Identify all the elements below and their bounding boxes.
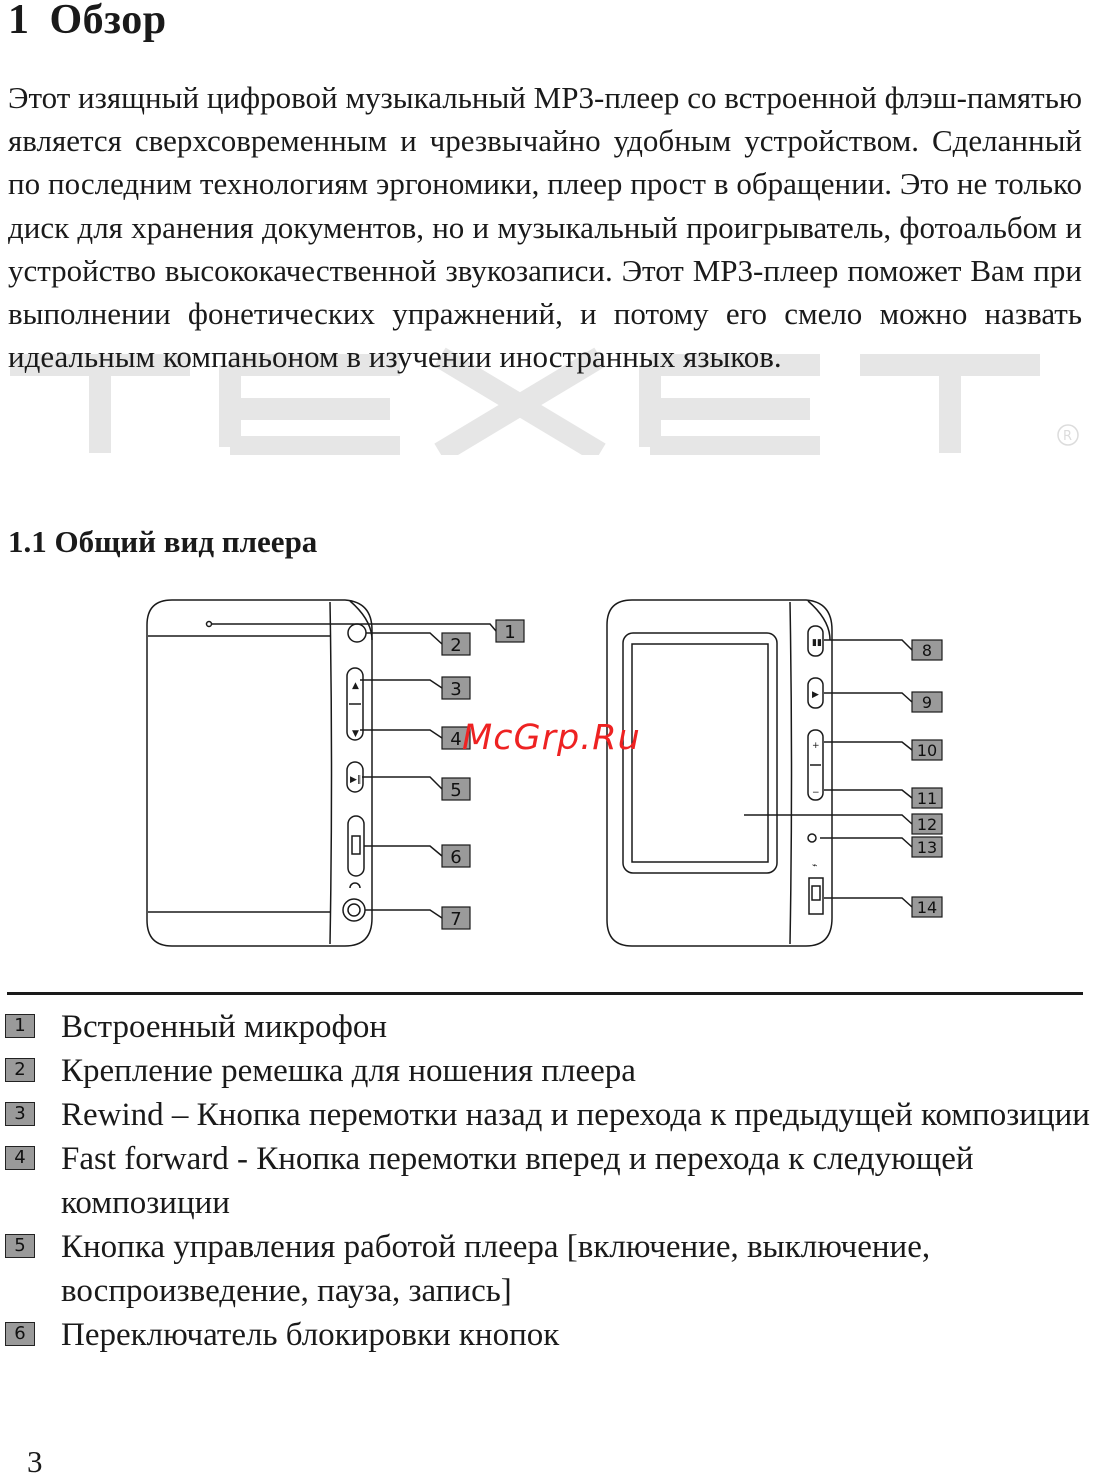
- section-title: Обзор: [49, 0, 167, 43]
- diagram-label: 14: [916, 898, 938, 917]
- legend-number-badge: 1: [5, 1014, 35, 1038]
- divider: [7, 992, 1083, 995]
- diagram-label: 10: [916, 741, 938, 760]
- diagram-label: 7: [450, 909, 462, 930]
- legend-text: Встроенный микрофон: [61, 1009, 388, 1045]
- intro-paragraph: Этот изящный цифровой музыкальный MP3-плеер со встроенной флэш-памятью является сверхсовременным и чрезвычайно удобным устройством. Сделанный по последним технологиям эргономики, плеер прост в обращении. Это не только диск для хранения документов, но и музыкальный проигрыватель, фотоальбом и устройство высококачественной звукозаписи. Этот MP3-плеер поможет Вам при выполнении фонетических упражнений, и потому его смело можно назвать идеальным компаньоном в изучении иностранных языков.: [8, 80, 1082, 375]
- svg-text:⌁: ⌁: [812, 861, 818, 871]
- diagram-label: 3: [450, 679, 462, 700]
- svg-text:▶‖: ▶‖: [350, 775, 362, 785]
- legend-text: Rewind – Кнопка перемотки назад и перехода к предыдущей композиции: [61, 1097, 1090, 1133]
- legend-item: [5, 1093, 1107, 1137]
- section-heading: [8, 0, 167, 44]
- diagram-label: 4: [450, 729, 462, 750]
- legend-number-badge: 6: [5, 1322, 35, 1346]
- section-number: 1: [8, 0, 30, 43]
- legend-item: [5, 1049, 1107, 1093]
- site-watermark: McGrp.Ru: [462, 718, 641, 758]
- legend-number-badge: 5: [5, 1234, 35, 1258]
- legend-text: Fast forward - Кнопка перемотки вперед и перехода к следующей композиции: [61, 1141, 974, 1221]
- legend-item: [5, 1005, 1107, 1049]
- diagram-label: 11: [916, 789, 938, 808]
- svg-text:▶: ▶: [812, 690, 819, 700]
- diagram-label: 8: [921, 641, 933, 660]
- diagram-label: 13: [916, 838, 938, 857]
- diagram-label: 2: [450, 635, 462, 656]
- legend-item: [5, 1137, 1107, 1225]
- svg-text:−: −: [812, 788, 820, 798]
- subsection-heading: 1.1 Общий вид плеера: [8, 524, 318, 559]
- diagram-label: 12: [916, 815, 938, 834]
- svg-text:▲: ▲: [352, 681, 359, 691]
- svg-text:R: R: [1063, 429, 1073, 444]
- diagram-label: 9: [921, 693, 933, 712]
- svg-text:+: +: [812, 741, 820, 751]
- diagram-label: 5: [450, 780, 462, 801]
- legend-number-badge: 3: [5, 1102, 35, 1126]
- page-number: 3: [27, 1444, 43, 1479]
- legend-item: [5, 1313, 1107, 1357]
- legend-list: [5, 1005, 1107, 1357]
- legend-text: Крепление ремешка для ношения плеера: [61, 1053, 636, 1089]
- diagram-label: 6: [450, 847, 462, 868]
- legend-number-badge: 2: [5, 1058, 35, 1082]
- diagram-label: 1: [504, 622, 516, 643]
- legend-number-badge: 4: [5, 1146, 35, 1170]
- legend-item: [5, 1225, 1107, 1313]
- legend-text: Переключатель блокировки кнопок: [61, 1317, 560, 1353]
- svg-text:▮▮: ▮▮: [812, 638, 822, 648]
- svg-text:▼: ▼: [352, 729, 359, 739]
- player-diagram: [0, 590, 1107, 960]
- legend-text: Кнопка управления работой плеера [включение, выключение, воспроизведение, пауза, запись]: [61, 1229, 931, 1309]
